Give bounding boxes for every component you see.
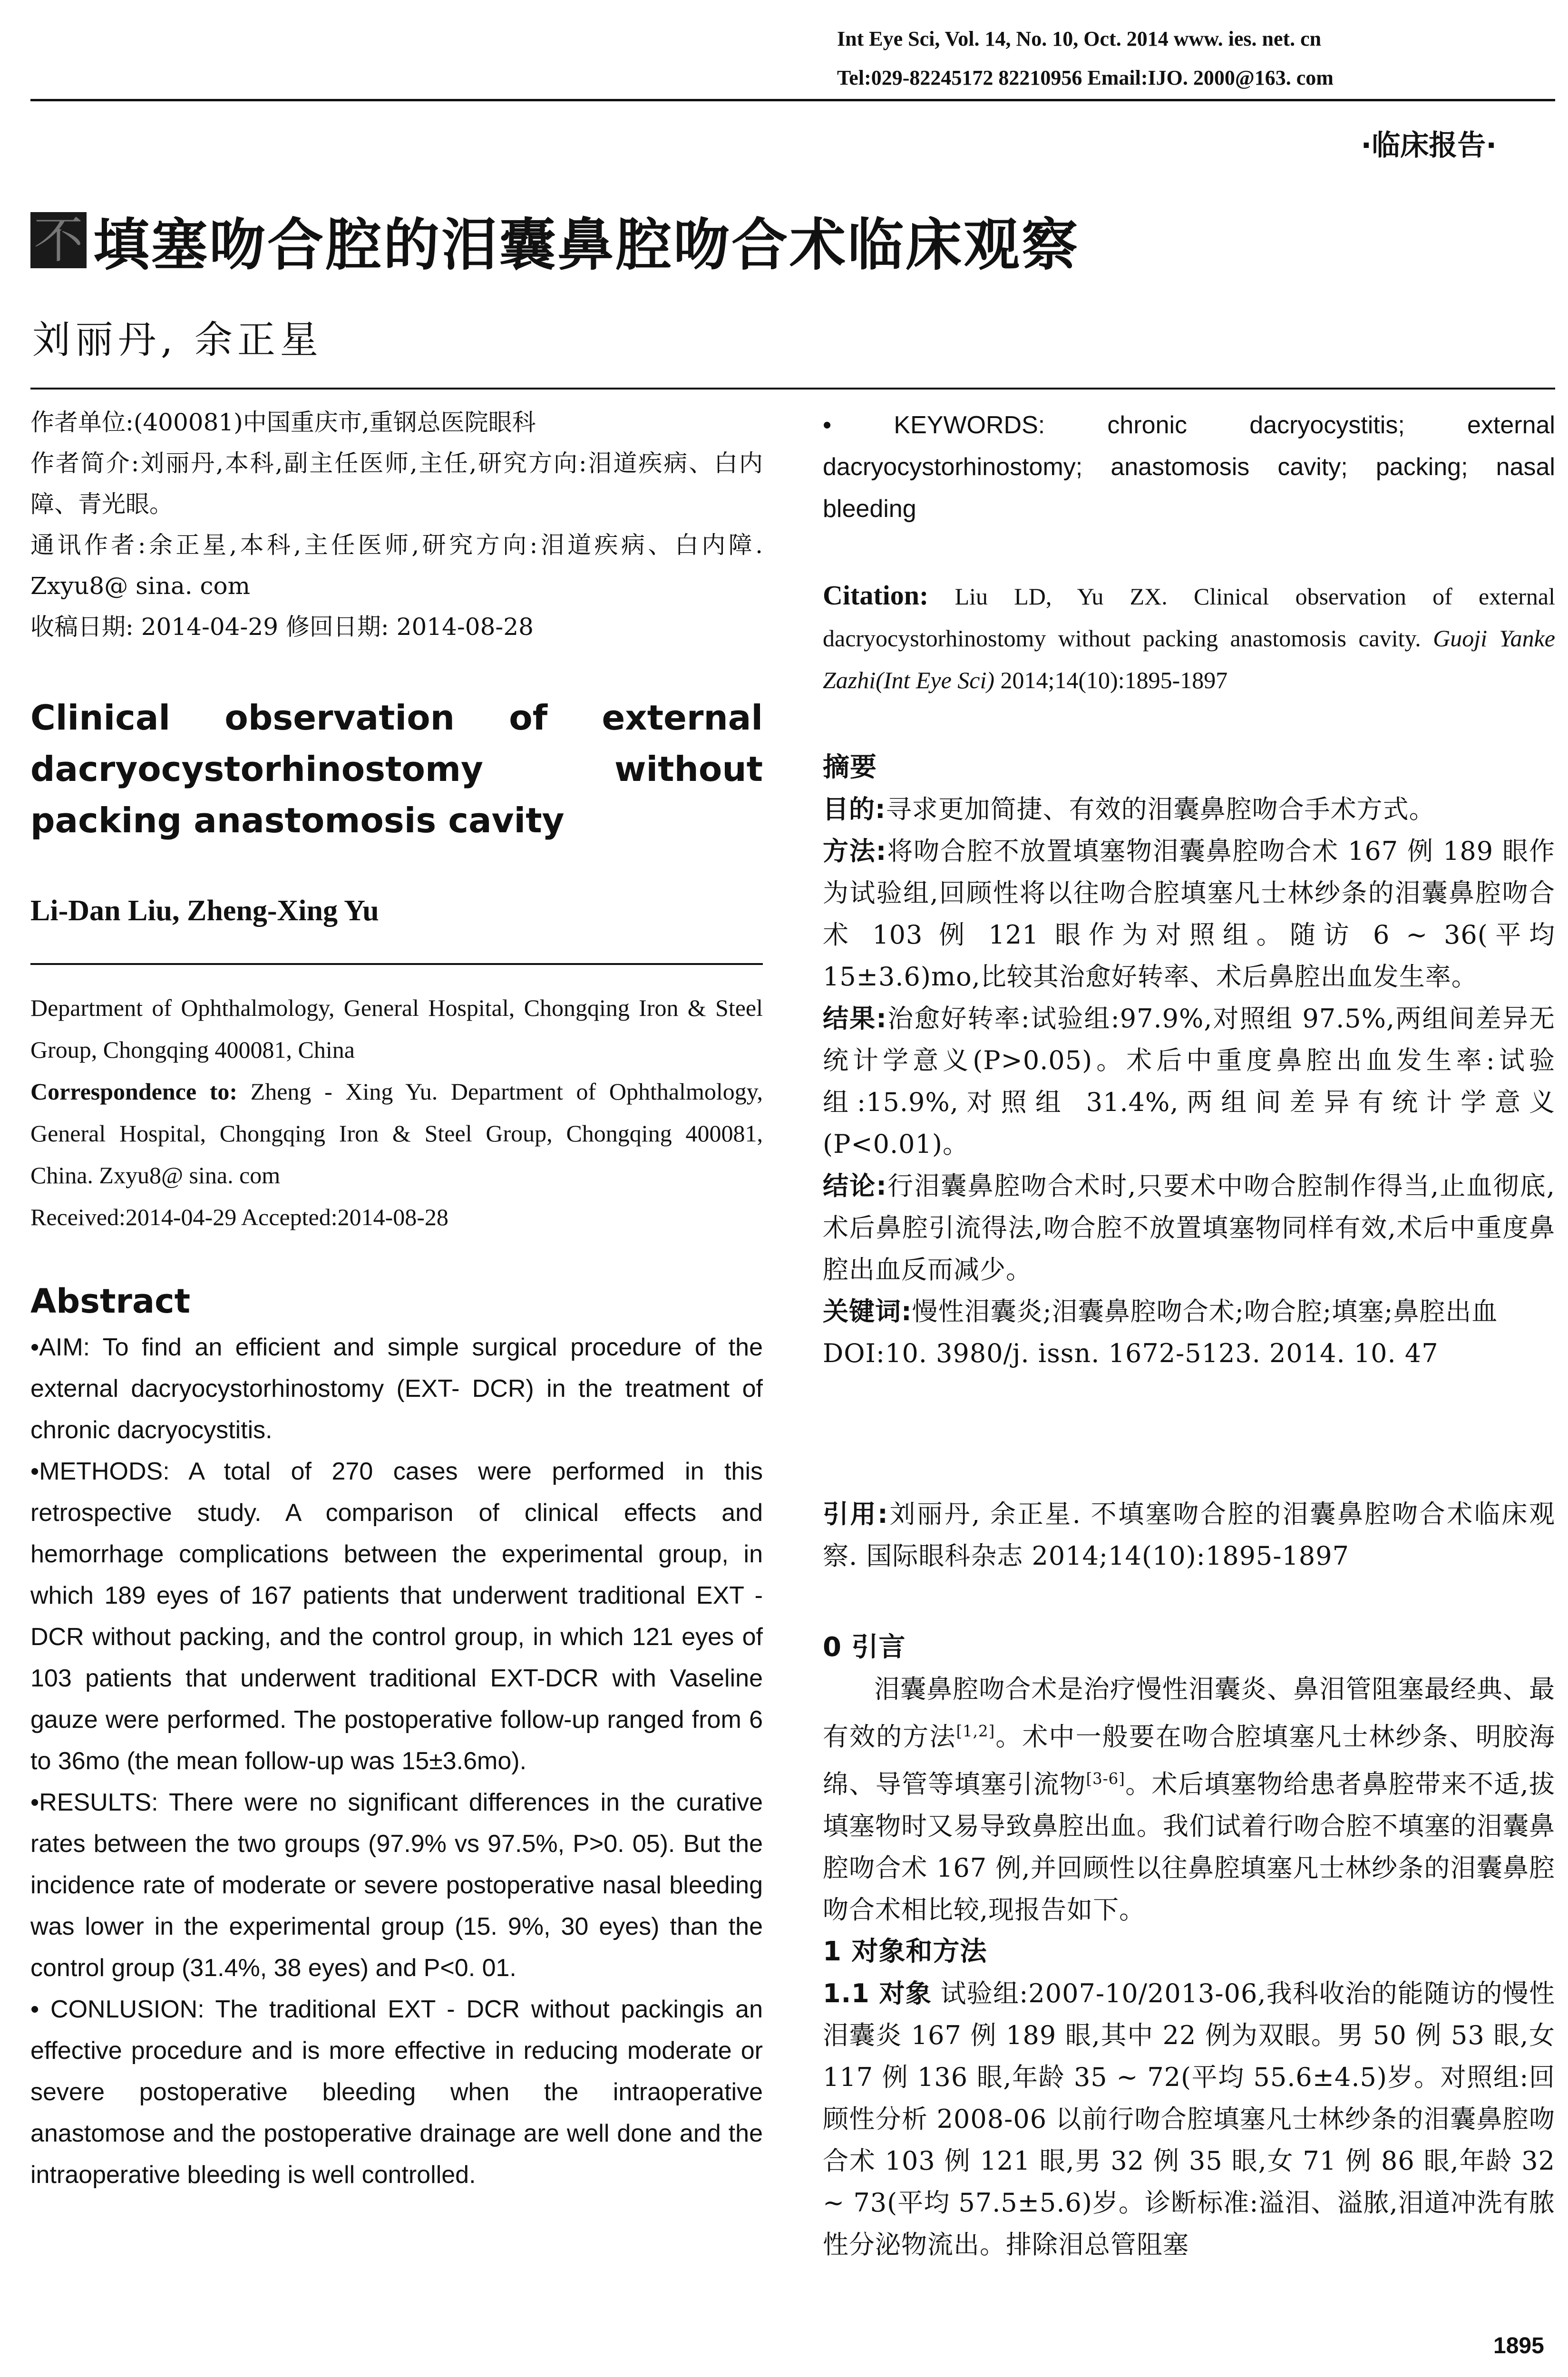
title-text: 填塞吻合腔的泪囊鼻腔吻合术临床观察 xyxy=(93,212,1080,278)
intro-ref-a: [1,2] xyxy=(956,1722,995,1740)
cn-conclusion xyxy=(823,1165,1555,1291)
abstract-aim: •AIM: To find an efficient and simple surgical procedure of the external dacryocystorhinostomy (EXT- DCR) in the treatment of chronic dacryocystitis. xyxy=(30,1334,763,1444)
section-label: ·临床报告· xyxy=(1361,129,1497,162)
methods-subjects-label: 1.1 对象 xyxy=(823,1978,932,2008)
cn-conclusion-text: 行泪囊鼻腔吻合术时,只要术中吻合腔制作得当,止血彻底,术后鼻腔引流得法,吻合腔不放置填塞物同样有效,术后中重度鼻腔出血反而减少。 xyxy=(823,1171,1555,1285)
correspondence-label: Correspondence to: xyxy=(30,1078,238,1105)
journal-header-line2: Tel:029-82245172 82210956 Email:IJO. 2000@163. com xyxy=(837,66,1334,89)
cn-citation-label: 引用: xyxy=(823,1499,888,1529)
citation-text: Liu LD, Yu ZX. Clinical observation of external dacryocystorhinostomy without packing anastomosis cavity. xyxy=(823,583,1555,652)
intro-text-c: 。术后填塞物给患者鼻腔带来不适,拔填塞物时又易导致鼻腔出血。我们试着行吻合腔不填塞的泪囊鼻腔吻合术 167 例,并回顾性以往鼻腔填塞凡士林纱条的泪囊鼻腔吻合术相比较,现报告如下。 xyxy=(823,1769,1555,1925)
cn-citation-text: 刘丽丹, 余正星. 不填塞吻合腔的泪囊鼻腔吻合术临床观察. 国际眼科杂志 2014;14(10):1895-1897 xyxy=(823,1499,1555,1571)
methods-subjects xyxy=(823,1973,1555,2266)
abstract-results: •RESULTS: There were no significant differences in the curative rates between the two groups (97.9% vs 97.5%, P>0. 05). But the incidence rate of moderate or severe postoperative nasal bleeding was lower in the experimental group (15. 9%, 30 eyes) than the control group (31.4%, 38 eyes) and P<0. 01. xyxy=(30,1789,763,1982)
journal-header-line1: Int Eye Sci, Vol. 14, No. 10, Oct. 2014 www. ies. net. cn xyxy=(837,27,1322,50)
cn-methods xyxy=(823,830,1555,998)
received-accepted-dates: Received:2014-04-29 Accepted:2014-08-28 xyxy=(30,1204,448,1230)
cn-keywords-text: 慢性泪囊炎;泪囊鼻腔吻合术;吻合腔;填塞;鼻腔出血 xyxy=(912,1296,1498,1326)
authors-chinese: 刘丽丹, 余正星 xyxy=(32,318,323,362)
intro-paragraph xyxy=(823,1668,1555,1931)
cn-results-text: 治愈好转率:试验组:97.9%,对照组 97.5%,两组间差异无统计学意义(P>0.05)。术后中重度鼻腔出血发生率:试验组:15.9%,对照组 31.4%,两组间差异有统计学意义(P<0.01)。 xyxy=(823,1003,1556,1159)
english-authors: Li-Dan Liu, Zheng-Xing Yu xyxy=(30,895,379,927)
author-info xyxy=(30,402,763,647)
cn-conclusion-label: 结论: xyxy=(823,1171,887,1201)
author-affiliation: 作者单位:(400081)中国重庆市,重钢总医院眼科 xyxy=(30,409,536,436)
cn-methods-label: 方法: xyxy=(823,836,887,866)
left-column-rule xyxy=(30,963,763,965)
correspondence-text: Zheng - Xing Yu. Department of Ophthalmology, General Hospital, Chongqing Iron & Steel Group, Chongqing 400081, China. Zxyu8@ sina. com xyxy=(30,1078,763,1188)
methods-heading: 1 对象和方法 xyxy=(823,1936,987,1967)
received-revised-dates: 收稿日期: 2014-04-29 修回日期: 2014-08-28 xyxy=(30,613,534,641)
intro-text-a: 泪囊鼻腔吻合术是治疗慢性泪囊炎、鼻泪管阻塞最经典、最有效的方法 xyxy=(823,1674,1555,1752)
correspondence xyxy=(30,1071,763,1196)
chinese-citation xyxy=(823,1493,1555,1577)
cn-methods-text: 将吻合腔不放置填塞物泪囊鼻腔吻合术 167 例 189 眼作为试验组,回顾性将以往吻合腔填塞凡士林纱条的泪囊鼻腔吻合术 103 例 121 眼作为对照组。随访 6 ~ 36(平均 15±3.6)mo,比较其治愈好转率、术后鼻腔出血发生率。 xyxy=(823,836,1555,992)
methods-subjects-text: 试验组:2007-10/2013-06,我科收治的能随访的慢性泪囊炎 167 例 189 眼,其中 22 例为双眼。男 50 例 53 眼,女 117 例 136 眼,年龄 35 ~ 72(平均 55.6±4.5)岁。对照组:回顾性分析 2008-06 以前行吻合腔填塞凡士林纱条的泪囊鼻腔吻合术 103 例 121 眼,男 32 例 35 眼,女 71 例 86 眼,年龄 32 ~ 73(平均 57.5±5.6)岁。诊断标准:溢泪、溢脓,泪道冲洗有脓性分泌物流出。排除泪总管阻塞 xyxy=(823,1978,1555,2260)
cn-results-label: 结果: xyxy=(823,1003,887,1033)
cn-results xyxy=(823,998,1555,1165)
abstract-heading: Abstract xyxy=(30,1282,191,1321)
keywords-english: • KEYWORDS: chronic dacryocystitis; external dacryocystorhinostomy; anastomosis cavity; packing; nasal bleeding xyxy=(823,411,1555,523)
chinese-abstract-heading: 摘要 xyxy=(823,752,877,783)
cn-aim xyxy=(823,789,1555,830)
intro-heading: 0 引言 xyxy=(823,1632,906,1663)
abstract-methods: •METHODS: A total of 270 cases were performed in this retrospective study. A comparison of clinical effects and hemorrhage complications between the experimental group, in which 189 eyes of 167 patients that underwent traditional EXT - DCR without packing, and the control group, in which 121 eyes of 103 patients that underwent traditional EXT-DCR with Vaseline gauze were performed. The postoperative follow-up ranged from 6 to 36mo (the mean follow-up was 15±3.6mo). xyxy=(30,1458,763,1775)
cn-keywords xyxy=(823,1291,1555,1333)
introduction xyxy=(823,1627,1555,2266)
title-rule xyxy=(30,388,1555,390)
doi: DOI:10. 3980/j. issn. 1672-5123. 2014. 10. 47 xyxy=(823,1338,1439,1368)
department: Department of Ophthalmology, General Hospital, Chongqing Iron & Steel Group, Chongqing 400081, China xyxy=(30,994,763,1063)
abstract-conclusion: • CONLUSION: The traditional EXT - DCR without packingis an effective procedure and is more effective in reducing moderate or severe postoperative bleeding when the intraoperative anastomose and the postoperative drainage are well done and the intraoperative bleeding is well controlled. xyxy=(30,1996,763,2189)
citation-tail: 2014;14(10):1895-1897 xyxy=(994,667,1228,693)
header-rule xyxy=(30,99,1555,101)
cn-aim-label: 目的: xyxy=(823,794,886,824)
chinese-abstract xyxy=(823,747,1555,1374)
title-highlight-mark: 不 xyxy=(30,212,87,268)
citation-journal: Guoji Yanke Zazhi(Int Eye Sci) xyxy=(823,625,1555,693)
affiliation-block xyxy=(30,987,763,1238)
citation-label: Citation: xyxy=(823,580,929,611)
cn-keywords-label: 关键词: xyxy=(823,1296,912,1326)
cn-aim-text: 寻求更加简捷、有效的泪囊鼻腔吻合手术方式。 xyxy=(886,794,1435,824)
intro-ref-b: [3-6] xyxy=(1086,1770,1125,1788)
english-title: Clinical observation of external dacryocystorhinostomy without packing anastomosis cavity xyxy=(30,698,763,840)
intro-text-b: 。术中一般要在吻合腔填塞凡士林纱条、明胶海绵、导管等填塞引流物 xyxy=(823,1722,1556,1799)
corresponding-author: 通讯作者:余正星,本科,主任医师,研究方向:泪道疾病、白内障. Zxyu8@ sina. com xyxy=(30,531,763,600)
abstract-body xyxy=(30,1327,763,2196)
article-title xyxy=(30,200,1080,281)
citation-english xyxy=(823,575,1555,701)
author-biography: 作者简介:刘丽丹,本科,副主任医师,主任,研究方向:泪道疾病、白内障、青光眼。 xyxy=(30,449,763,518)
page-number: 1895 xyxy=(1493,2333,1544,2358)
